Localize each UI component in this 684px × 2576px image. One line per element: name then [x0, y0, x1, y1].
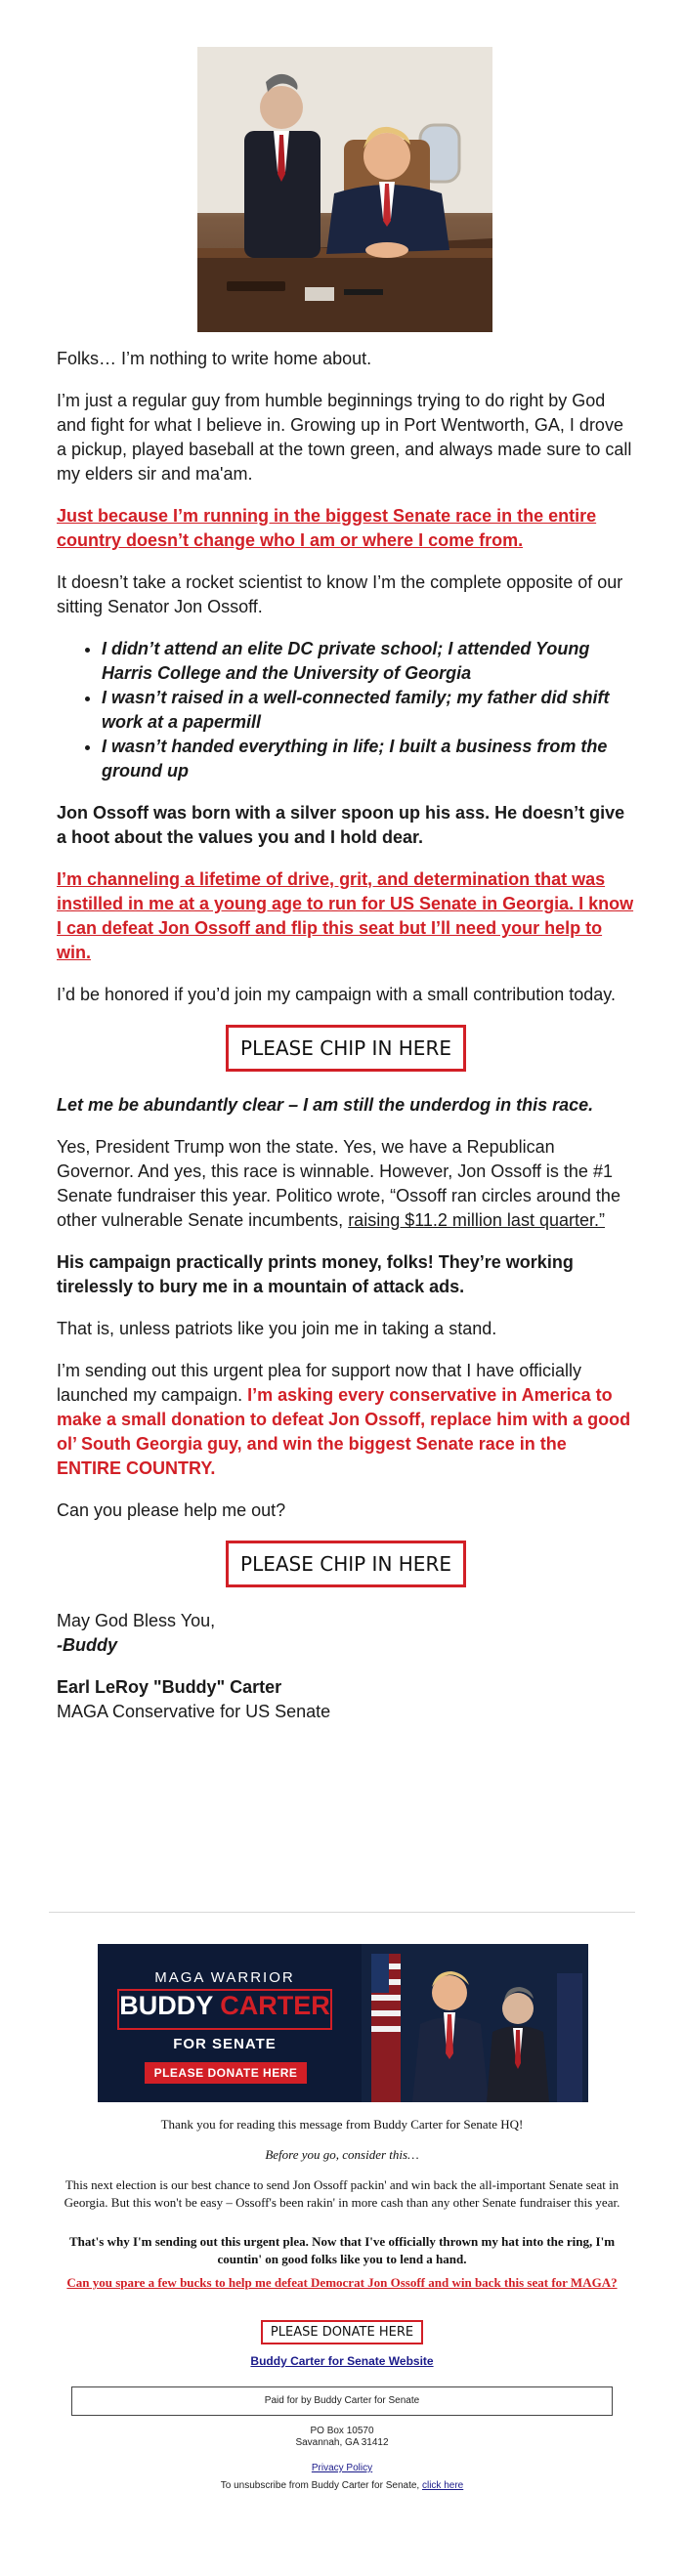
- silver-spoon-paragraph: Jon Ossoff was born with a silver spoon up his ass. He doesn’t give a hoot about the values you and I hold dear.: [57, 803, 625, 847]
- website-link[interactable]: Buddy Carter for Senate Website: [250, 2354, 434, 2368]
- footer-donate-wrap: [0, 2320, 684, 2344]
- hero-photo-illustration: [197, 47, 492, 332]
- unsubscribe-line: [0, 2480, 684, 2491]
- signer-name: Earl LeRoy "Buddy" Carter: [57, 1677, 282, 1697]
- chip-in-button-wrap: [57, 1025, 635, 1072]
- po-box: PO Box 10570: [310, 2426, 374, 2436]
- footer-consider: Before you go, consider this…: [265, 2147, 419, 2162]
- banner-tagline: MAGA WARRIOR: [154, 1969, 295, 1986]
- paid-for-box: Paid for by Buddy Carter for Senate: [71, 2386, 613, 2416]
- unsubscribe-link[interactable]: click here: [421, 2480, 464, 2491]
- urgent-plea-paragraph: [57, 1359, 635, 1481]
- footer-divider: [49, 1912, 635, 1913]
- banner-photo: [362, 1944, 588, 2102]
- chip-in-button-2[interactable]: PLEASE CHIP IN HERE: [226, 1541, 466, 1587]
- urgent-plea-text: I’m sending out this urgent plea for support now that I have officially launched my campaign.: [57, 1361, 581, 1405]
- background-paragraph: I’m just a regular guy from humble beginnings trying to do right by God and fight for what I believe in. Growing up in Port Wentworth, GA, I drove a pickup, played baseball at the town green, and always made sure to call my elders sir and ma'am.: [57, 391, 632, 484]
- fundraiser-text: Yes, President Trump won the state. Yes, we have a Republican Governor. And yes, this race is winnable. However, Jon Ossoff is the #1 Senate fundraiser this year. Politico wrote, “Ossoff ran circles around the other vulnerable Senate incumbents,: [57, 1137, 620, 1230]
- list-item: • I wasn’t handed everything in life; I built a business from the ground up: [102, 735, 635, 783]
- footer-urgent: That's why I'm sending out this urgent plea. Now that I've officially thrown my hat into the ring, I'm countin' on good folks like you to lend a hand.: [68, 2234, 616, 2266]
- banner-for-senate: FOR SENATE: [173, 2036, 277, 2052]
- mailing-address: [0, 2426, 684, 2449]
- signature: -Buddy: [57, 1635, 117, 1655]
- list-item: • I didn’t attend an elite DC private school; I attended Young Harris College and the University of Georgia: [102, 637, 635, 686]
- chip-in-button-wrap-2: [57, 1541, 635, 1587]
- underdog-paragraph: Let me be abundantly clear – I am still the underdog in this race.: [57, 1095, 594, 1115]
- prints-money-paragraph: His campaign practically prints money, folks! They’re working tirelessly to bury me in a mountain of attack ads.: [57, 1252, 574, 1296]
- patriots-paragraph: That is, unless patriots like you join me in taking a stand.: [57, 1319, 497, 1338]
- chip-in-button[interactable]: PLEASE CHIP IN HERE: [226, 1025, 466, 1072]
- banner-last-name: CARTER: [220, 1991, 330, 2020]
- email-body: [57, 347, 635, 1724]
- help-question: Can you please help me out?: [57, 1500, 286, 1520]
- donate-banner[interactable]: [98, 1944, 588, 2102]
- hero-photo: [197, 47, 492, 332]
- politico-link[interactable]: raising $11.2 million last quarter.”: [348, 1210, 605, 1230]
- signoff: [57, 1609, 635, 1658]
- fundraiser-paragraph: [57, 1135, 635, 1233]
- list-item: • I wasn’t raised in a well-connected family; my father did shift work at a papermill: [102, 686, 635, 735]
- banner-first-name: BUDDY: [119, 1991, 213, 2020]
- claims-list: [102, 637, 635, 783]
- urgent-plea-red-text: I’m asking every conservative in America to make a small donation to defeat Jon Ossoff, replace him with a good ol’ South Georgia guy, and win the biggest Senate race in the ENTIRE COUNTRY.: [57, 1385, 631, 1478]
- opposite-paragraph: It doesn’t take a rocket scientist to know I’m the complete opposite of our sitting Senator Jon Ossoff.: [57, 572, 623, 616]
- banner-donate-button[interactable]: PLEASE DONATE HERE: [145, 2062, 307, 2084]
- unsubscribe-text: To unsubscribe from Buddy Carter for Senate,: [220, 2480, 422, 2491]
- blessing-text: May God Bless You,: [57, 1611, 216, 1630]
- contribution-paragraph: I’d be honored if you’d join my campaign with a small contribution today.: [57, 985, 616, 1004]
- signer-title: MAGA Conservative for US Senate: [57, 1702, 331, 1721]
- banner-name: [117, 1991, 332, 2021]
- city-state-zip: Savannah, GA 31412: [295, 2437, 389, 2448]
- privacy-policy-link[interactable]: Privacy Policy: [311, 2463, 373, 2473]
- intro-text: Folks… I’m nothing to write home about.: [57, 349, 372, 368]
- footer-donate-button[interactable]: PLEASE DONATE HERE: [261, 2320, 423, 2344]
- red-callout-1[interactable]: Just because I’m running in the biggest Senate race in the entire country doesn’t change who I am or where I come from.: [57, 506, 597, 550]
- footer-thanks: Thank you for reading this message from Buddy Carter for Senate HQ!: [160, 2117, 524, 2132]
- footer-election: This next election is our best chance to send Jon Ossoff packin' and win back the all-important Senate seat in Georgia. But this won't be easy – Ossoff's been rakin' in more cash than any other Senate fundraiser this year.: [64, 2177, 620, 2210]
- footer-ask-link[interactable]: Can you spare a few bucks to help me defeat Democrat Jon Ossoff and win back this seat for MAGA?: [66, 2275, 618, 2290]
- red-callout-2[interactable]: I’m channeling a lifetime of drive, grit, and determination that was instilled in me at a young age to run for US Senate in Georgia. I know I can defeat Jon Ossoff and flip this seat but I’ll need your help to win.: [57, 869, 634, 962]
